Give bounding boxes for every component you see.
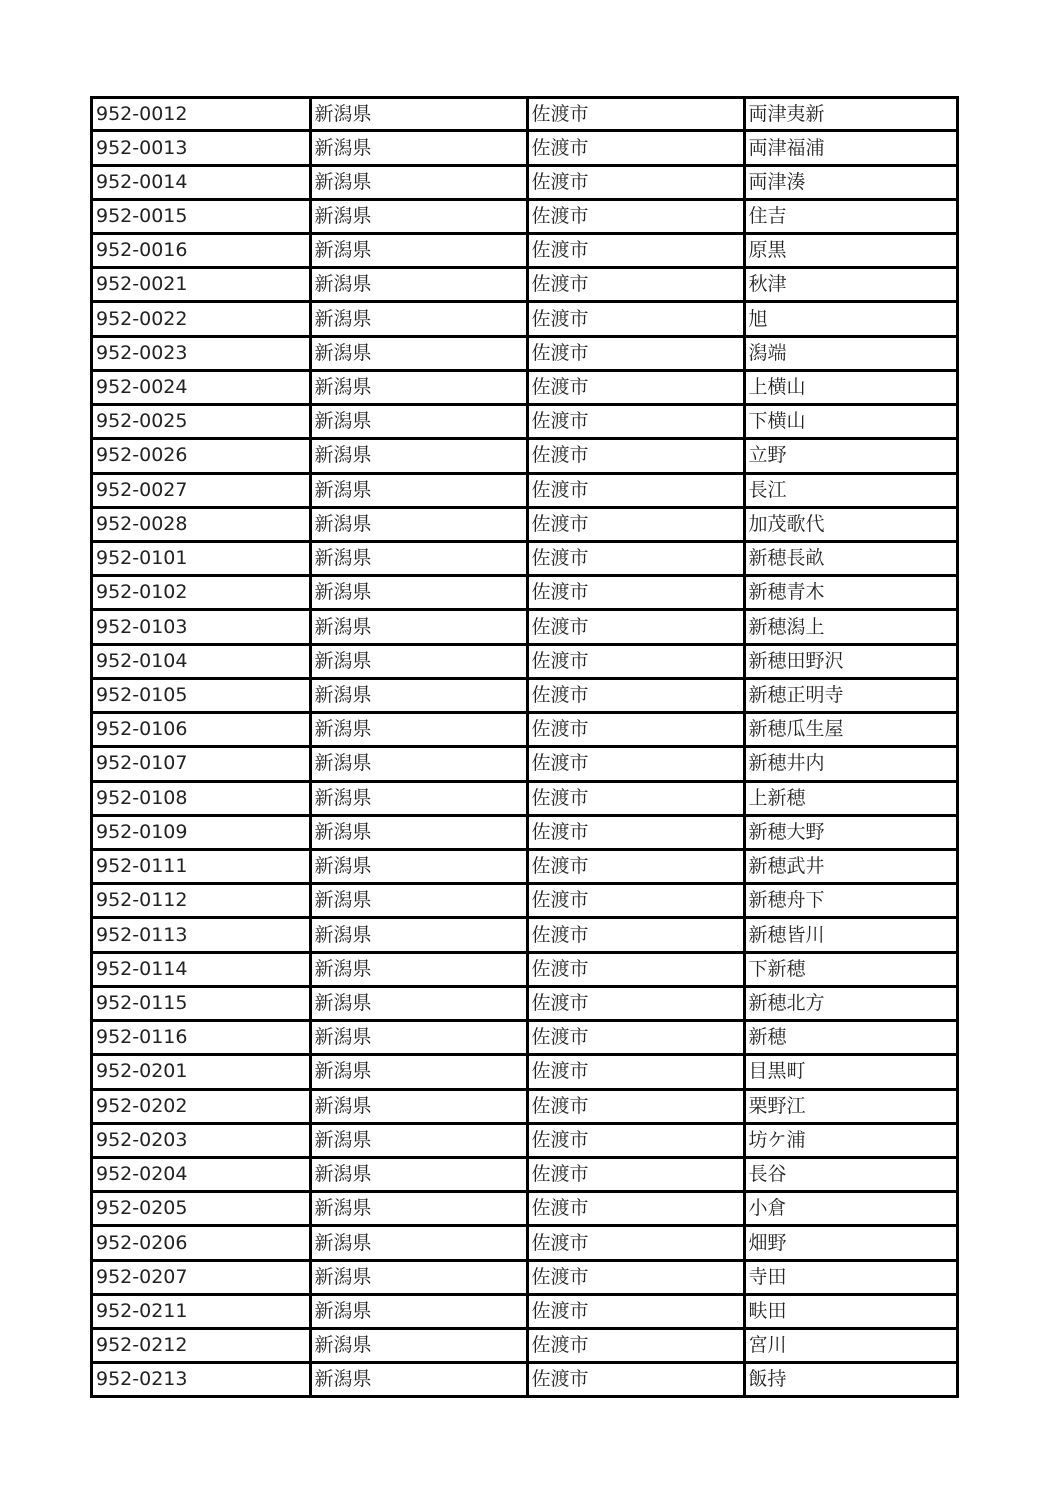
town-cell: 畑野 bbox=[744, 1226, 956, 1260]
postal-code-cell: 952-0026 bbox=[93, 439, 310, 473]
table-row bbox=[93, 542, 956, 576]
town-cell: 新穂瓜生屋 bbox=[744, 713, 956, 747]
prefecture-cell: 新潟県 bbox=[310, 234, 527, 268]
city-cell: 佐渡市 bbox=[527, 99, 744, 131]
prefecture-cell: 新潟県 bbox=[310, 849, 527, 883]
prefecture-cell: 新潟県 bbox=[310, 370, 527, 404]
city-cell: 佐渡市 bbox=[527, 268, 744, 302]
prefecture-cell: 新潟県 bbox=[310, 165, 527, 199]
town-cell: 立野 bbox=[744, 439, 956, 473]
prefecture-cell: 新潟県 bbox=[310, 884, 527, 918]
city-cell: 佐渡市 bbox=[527, 610, 744, 644]
table-row bbox=[93, 234, 956, 268]
city-cell: 佐渡市 bbox=[527, 1123, 744, 1157]
town-cell: 新穂皆川 bbox=[744, 918, 956, 952]
table-row bbox=[93, 1363, 956, 1395]
city-cell: 佐渡市 bbox=[527, 918, 744, 952]
prefecture-cell: 新潟県 bbox=[310, 131, 527, 165]
table-row bbox=[93, 1329, 956, 1363]
prefecture-cell: 新潟県 bbox=[310, 199, 527, 233]
town-cell: 新穂 bbox=[744, 1021, 956, 1055]
town-cell: 加茂歌代 bbox=[744, 507, 956, 541]
table-row bbox=[93, 713, 956, 747]
city-cell: 佐渡市 bbox=[527, 1055, 744, 1089]
town-cell: 新穂北方 bbox=[744, 986, 956, 1020]
city-cell: 佐渡市 bbox=[527, 405, 744, 439]
address-table-container bbox=[90, 96, 959, 1398]
postal-code-cell: 952-0015 bbox=[93, 199, 310, 233]
postal-code-cell: 952-0016 bbox=[93, 234, 310, 268]
city-cell: 佐渡市 bbox=[527, 131, 744, 165]
postal-code-cell: 952-0106 bbox=[93, 713, 310, 747]
town-cell: 上新穂 bbox=[744, 781, 956, 815]
prefecture-cell: 新潟県 bbox=[310, 268, 527, 302]
table-row bbox=[93, 131, 956, 165]
city-cell: 佐渡市 bbox=[527, 507, 744, 541]
postal-code-cell: 952-0014 bbox=[93, 165, 310, 199]
city-cell: 佐渡市 bbox=[527, 1021, 744, 1055]
town-cell: 目黒町 bbox=[744, 1055, 956, 1089]
town-cell: 畉田 bbox=[744, 1294, 956, 1328]
prefecture-cell: 新潟県 bbox=[310, 542, 527, 576]
town-cell: 新穂青木 bbox=[744, 576, 956, 610]
city-cell: 佐渡市 bbox=[527, 370, 744, 404]
city-cell: 佐渡市 bbox=[527, 884, 744, 918]
city-cell: 佐渡市 bbox=[527, 1294, 744, 1328]
table-row bbox=[93, 1260, 956, 1294]
postal-code-cell: 952-0109 bbox=[93, 815, 310, 849]
town-cell: 新穂武井 bbox=[744, 849, 956, 883]
postal-code-cell: 952-0021 bbox=[93, 268, 310, 302]
table-row bbox=[93, 165, 956, 199]
table-row bbox=[93, 370, 956, 404]
prefecture-cell: 新潟県 bbox=[310, 405, 527, 439]
city-cell: 佐渡市 bbox=[527, 713, 744, 747]
postal-code-cell: 952-0103 bbox=[93, 610, 310, 644]
prefecture-cell: 新潟県 bbox=[310, 1089, 527, 1123]
town-cell: 新穂長畝 bbox=[744, 542, 956, 576]
postal-address-table bbox=[93, 99, 956, 1395]
city-cell: 佐渡市 bbox=[527, 439, 744, 473]
prefecture-cell: 新潟県 bbox=[310, 1157, 527, 1191]
postal-code-cell: 952-0201 bbox=[93, 1055, 310, 1089]
city-cell: 佐渡市 bbox=[527, 1260, 744, 1294]
postal-code-cell: 952-0111 bbox=[93, 849, 310, 883]
town-cell: 坊ケ浦 bbox=[744, 1123, 956, 1157]
postal-code-cell: 952-0206 bbox=[93, 1226, 310, 1260]
table-row bbox=[93, 302, 956, 336]
prefecture-cell: 新潟県 bbox=[310, 336, 527, 370]
postal-code-cell: 952-0027 bbox=[93, 473, 310, 507]
city-cell: 佐渡市 bbox=[527, 542, 744, 576]
city-cell: 佐渡市 bbox=[527, 644, 744, 678]
prefecture-cell: 新潟県 bbox=[310, 1055, 527, 1089]
town-cell: 秋津 bbox=[744, 268, 956, 302]
postal-code-cell: 952-0107 bbox=[93, 747, 310, 781]
table-row bbox=[93, 576, 956, 610]
town-cell: 栗野江 bbox=[744, 1089, 956, 1123]
city-cell: 佐渡市 bbox=[527, 1192, 744, 1226]
postal-code-cell: 952-0113 bbox=[93, 918, 310, 952]
city-cell: 佐渡市 bbox=[527, 165, 744, 199]
prefecture-cell: 新潟県 bbox=[310, 747, 527, 781]
table-row bbox=[93, 473, 956, 507]
table-row bbox=[93, 918, 956, 952]
town-cell: 両津福浦 bbox=[744, 131, 956, 165]
town-cell: 新穂舟下 bbox=[744, 884, 956, 918]
city-cell: 佐渡市 bbox=[527, 747, 744, 781]
table-row bbox=[93, 439, 956, 473]
table-row bbox=[93, 507, 956, 541]
town-cell: 飯持 bbox=[744, 1363, 956, 1395]
city-cell: 佐渡市 bbox=[527, 849, 744, 883]
prefecture-cell: 新潟県 bbox=[310, 1363, 527, 1395]
postal-code-cell: 952-0115 bbox=[93, 986, 310, 1020]
table-row bbox=[93, 815, 956, 849]
table-row bbox=[93, 99, 956, 131]
city-cell: 佐渡市 bbox=[527, 781, 744, 815]
town-cell: 宮川 bbox=[744, 1329, 956, 1363]
postal-code-cell: 952-0114 bbox=[93, 952, 310, 986]
city-cell: 佐渡市 bbox=[527, 1363, 744, 1395]
postal-code-cell: 952-0013 bbox=[93, 131, 310, 165]
postal-code-cell: 952-0205 bbox=[93, 1192, 310, 1226]
table-row bbox=[93, 1089, 956, 1123]
city-cell: 佐渡市 bbox=[527, 1157, 744, 1191]
table-row bbox=[93, 1021, 956, 1055]
city-cell: 佐渡市 bbox=[527, 473, 744, 507]
prefecture-cell: 新潟県 bbox=[310, 99, 527, 131]
town-cell: 上横山 bbox=[744, 370, 956, 404]
town-cell: 長江 bbox=[744, 473, 956, 507]
prefecture-cell: 新潟県 bbox=[310, 815, 527, 849]
postal-code-cell: 952-0025 bbox=[93, 405, 310, 439]
table-row bbox=[93, 336, 956, 370]
postal-code-cell: 952-0105 bbox=[93, 678, 310, 712]
prefecture-cell: 新潟県 bbox=[310, 1123, 527, 1157]
postal-code-cell: 952-0102 bbox=[93, 576, 310, 610]
town-cell: 新穂田野沢 bbox=[744, 644, 956, 678]
city-cell: 佐渡市 bbox=[527, 1089, 744, 1123]
postal-code-cell: 952-0108 bbox=[93, 781, 310, 815]
prefecture-cell: 新潟県 bbox=[310, 507, 527, 541]
city-cell: 佐渡市 bbox=[527, 678, 744, 712]
town-cell: 下横山 bbox=[744, 405, 956, 439]
prefecture-cell: 新潟県 bbox=[310, 610, 527, 644]
prefecture-cell: 新潟県 bbox=[310, 473, 527, 507]
prefecture-cell: 新潟県 bbox=[310, 678, 527, 712]
prefecture-cell: 新潟県 bbox=[310, 1329, 527, 1363]
town-cell: 両津夷新 bbox=[744, 99, 956, 131]
prefecture-cell: 新潟県 bbox=[310, 644, 527, 678]
table-row bbox=[93, 1192, 956, 1226]
town-cell: 新穂大野 bbox=[744, 815, 956, 849]
prefecture-cell: 新潟県 bbox=[310, 439, 527, 473]
postal-code-cell: 952-0212 bbox=[93, 1329, 310, 1363]
city-cell: 佐渡市 bbox=[527, 815, 744, 849]
city-cell: 佐渡市 bbox=[527, 302, 744, 336]
table-row bbox=[93, 884, 956, 918]
city-cell: 佐渡市 bbox=[527, 1329, 744, 1363]
postal-code-cell: 952-0202 bbox=[93, 1089, 310, 1123]
table-row bbox=[93, 1294, 956, 1328]
table-row bbox=[93, 678, 956, 712]
prefecture-cell: 新潟県 bbox=[310, 1260, 527, 1294]
prefecture-cell: 新潟県 bbox=[310, 1226, 527, 1260]
prefecture-cell: 新潟県 bbox=[310, 1294, 527, 1328]
town-cell: 新穂潟上 bbox=[744, 610, 956, 644]
town-cell: 両津湊 bbox=[744, 165, 956, 199]
prefecture-cell: 新潟県 bbox=[310, 302, 527, 336]
town-cell: 下新穂 bbox=[744, 952, 956, 986]
prefecture-cell: 新潟県 bbox=[310, 918, 527, 952]
table-row bbox=[93, 199, 956, 233]
town-cell: 寺田 bbox=[744, 1260, 956, 1294]
town-cell: 小倉 bbox=[744, 1192, 956, 1226]
postal-code-cell: 952-0104 bbox=[93, 644, 310, 678]
postal-code-cell: 952-0204 bbox=[93, 1157, 310, 1191]
postal-code-cell: 952-0213 bbox=[93, 1363, 310, 1395]
table-row bbox=[93, 610, 956, 644]
postal-code-cell: 952-0101 bbox=[93, 542, 310, 576]
prefecture-cell: 新潟県 bbox=[310, 781, 527, 815]
town-cell: 旭 bbox=[744, 302, 956, 336]
table-row bbox=[93, 781, 956, 815]
city-cell: 佐渡市 bbox=[527, 1226, 744, 1260]
postal-code-cell: 952-0207 bbox=[93, 1260, 310, 1294]
postal-code-cell: 952-0023 bbox=[93, 336, 310, 370]
table-row bbox=[93, 1226, 956, 1260]
postal-code-cell: 952-0211 bbox=[93, 1294, 310, 1328]
postal-code-cell: 952-0112 bbox=[93, 884, 310, 918]
prefecture-cell: 新潟県 bbox=[310, 952, 527, 986]
table-row bbox=[93, 1123, 956, 1157]
prefecture-cell: 新潟県 bbox=[310, 1021, 527, 1055]
prefecture-cell: 新潟県 bbox=[310, 576, 527, 610]
table-row bbox=[93, 952, 956, 986]
city-cell: 佐渡市 bbox=[527, 199, 744, 233]
city-cell: 佐渡市 bbox=[527, 336, 744, 370]
table-row bbox=[93, 268, 956, 302]
postal-code-cell: 952-0012 bbox=[93, 99, 310, 131]
town-cell: 長谷 bbox=[744, 1157, 956, 1191]
prefecture-cell: 新潟県 bbox=[310, 986, 527, 1020]
city-cell: 佐渡市 bbox=[527, 986, 744, 1020]
city-cell: 佐渡市 bbox=[527, 234, 744, 268]
table-row bbox=[93, 986, 956, 1020]
table-row bbox=[93, 1157, 956, 1191]
town-cell: 新穂正明寺 bbox=[744, 678, 956, 712]
table-body bbox=[93, 99, 956, 1395]
postal-code-cell: 952-0116 bbox=[93, 1021, 310, 1055]
postal-code-cell: 952-0203 bbox=[93, 1123, 310, 1157]
prefecture-cell: 新潟県 bbox=[310, 1192, 527, 1226]
table-row bbox=[93, 849, 956, 883]
postal-code-cell: 952-0028 bbox=[93, 507, 310, 541]
prefecture-cell: 新潟県 bbox=[310, 713, 527, 747]
table-row bbox=[93, 1055, 956, 1089]
town-cell: 原黒 bbox=[744, 234, 956, 268]
town-cell: 住吉 bbox=[744, 199, 956, 233]
postal-code-cell: 952-0024 bbox=[93, 370, 310, 404]
table-row bbox=[93, 644, 956, 678]
town-cell: 潟端 bbox=[744, 336, 956, 370]
city-cell: 佐渡市 bbox=[527, 576, 744, 610]
postal-code-cell: 952-0022 bbox=[93, 302, 310, 336]
town-cell: 新穂井内 bbox=[744, 747, 956, 781]
table-row bbox=[93, 747, 956, 781]
table-row bbox=[93, 405, 956, 439]
city-cell: 佐渡市 bbox=[527, 952, 744, 986]
